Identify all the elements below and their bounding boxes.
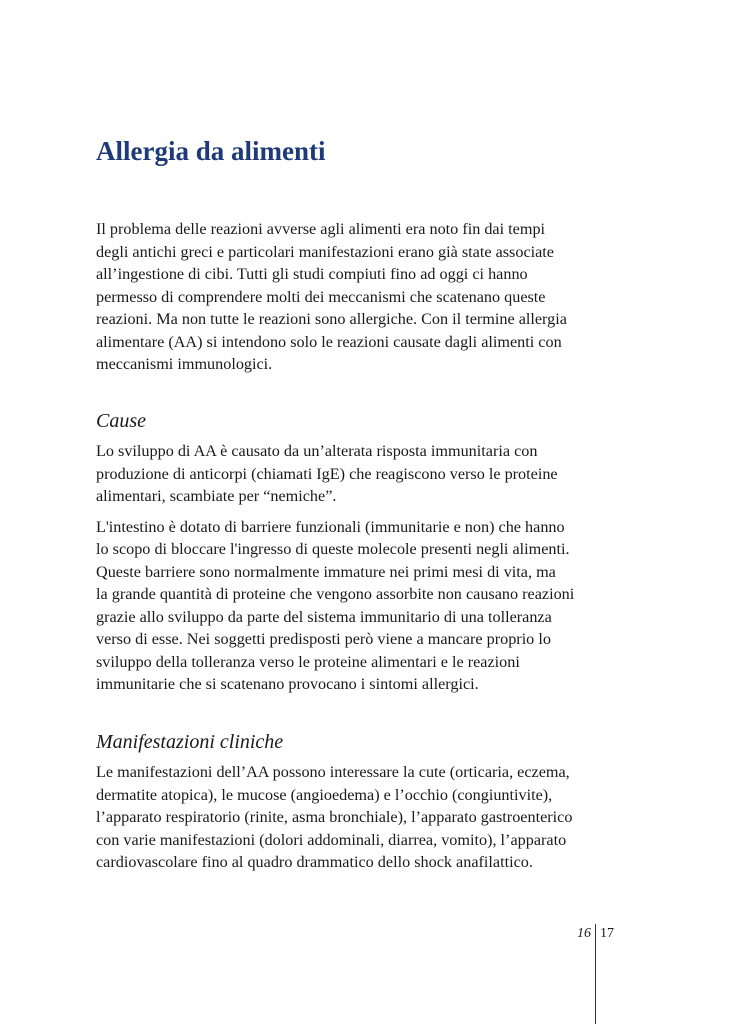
text-line: lo scopo di bloccare l'ingresso di queste molecole presenti negli alimenti. (96, 540, 570, 558)
text-line: permesso di comprendere molti dei meccanismi che scatenano queste (96, 287, 546, 306)
manifestazioni-section (96, 761, 596, 882)
text-line: L'intestino è dotato di barriere funzionali (immunitarie e non) che hanno (96, 517, 565, 536)
page-title: Allergia da alimenti (96, 136, 326, 166)
cause-paragraph-2 (96, 516, 596, 696)
text-line: Le manifestazioni dell’AA possono interessare la cute (orticaria, eczema, (96, 763, 570, 781)
text-line: meccanismi immunologici. (96, 355, 273, 373)
text-line: all’ingestione di cibi. Tutti gli studi compiuti fino ad oggi ci hanno (96, 265, 528, 283)
page-number-right: 17 (600, 926, 614, 941)
text-line: grazie allo sviluppo da parte del sistema immunitario di una tolleranza (96, 607, 552, 626)
text-line: immunitarie che si scatenano provocano i sintomi allergici. (96, 675, 479, 693)
text-line: degli antichi greci e particolari manifestazioni erano già state associate (96, 242, 554, 261)
section-heading-cause: Cause (96, 410, 146, 432)
text-line: Lo sviluppo di AA è causato da un’alterata risposta immunitaria con (96, 442, 538, 460)
manifestazioni-paragraph (96, 761, 596, 874)
text-line: alimentari, scambiate per “nemiche”. (96, 487, 337, 505)
text-line: dermatite atopica), le mucose (angioedema) e l’occhio (congiuntivite), (96, 785, 553, 804)
page-number-left: 16 (577, 926, 591, 941)
intro-text (96, 218, 596, 376)
cause-section (96, 440, 596, 704)
text-line: alimentare (AA) si intendono solo le reazioni causate dagli alimenti con (96, 332, 562, 351)
cause-paragraph-1 (96, 440, 596, 508)
text-line: l’apparato respiratorio (rinite, asma bronchiale), l’apparato gastroenterico (96, 808, 573, 826)
text-line: sviluppo della tolleranza verso le proteine alimentari e le reazioni (96, 652, 520, 671)
text-line: Il problema delle reazioni avverse agli alimenti era noto fin dai tempi (96, 220, 546, 238)
text-line: verso di esse. Nei soggetti predisposti però viene a mancare proprio lo (96, 630, 551, 648)
text-line: cardiovascolare fino al quadro drammatico dello shock anafilattico. (96, 853, 533, 871)
intro-paragraph (96, 218, 596, 384)
text-line: Queste barriere sono normalmente immature nei primi mesi di vita, ma (96, 562, 556, 581)
text-line: reazioni. Ma non tutte le reazioni sono allergiche. Con il termine allergia (96, 310, 567, 328)
page-divider (595, 924, 596, 1024)
text-line: produzione di anticorpi (chiamati IgE) che reagiscono verso le proteine (96, 464, 558, 483)
section-heading-manifestazioni: Manifestazioni cliniche (96, 731, 284, 753)
text-line: con varie manifestazioni (dolori addominali, diarrea, vomito), l’apparato (96, 830, 567, 849)
text-line: la grande quantità di proteine che vengono assorbite non causano reazioni (96, 585, 575, 603)
